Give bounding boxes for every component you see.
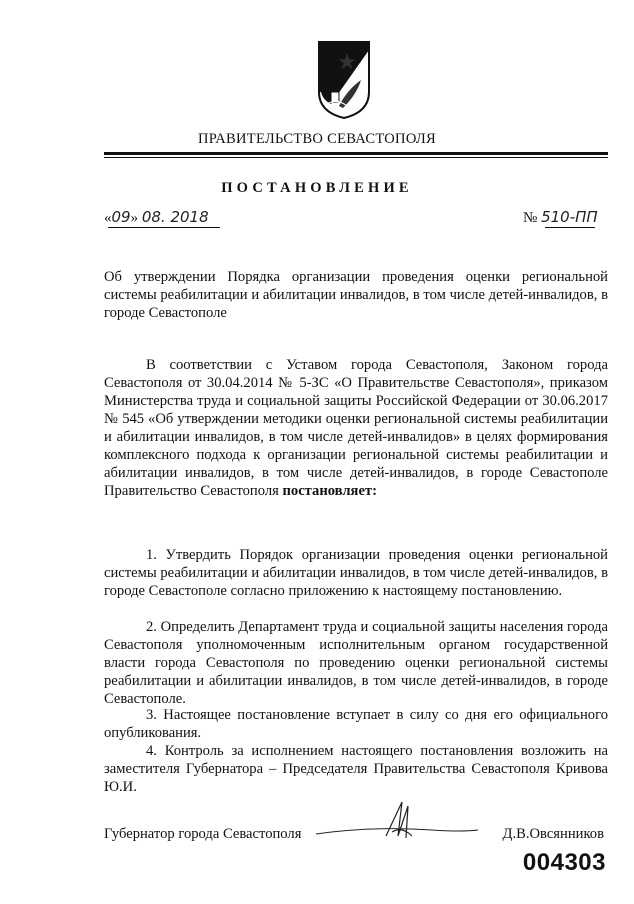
decree-item-2: 2. Определить Департамент труда и социальной защиты населения города Севастополя уполномоченным исполнительным органом государственной власти города Севастополя по проведению оценки региональной системы реабилитации и абилитации инвалидов, в том числе детей-инвалидов, в городе Севастополе. — [104, 619, 608, 707]
decree-subject: Об утверждении Порядка организации проведения оценки региональной системы реабилитации и абилитации инвалидов, в том числе детей-инвалидов, в городе Севастополе — [104, 269, 608, 321]
number-underline — [545, 227, 595, 228]
header-rule-thin — [104, 157, 608, 158]
number-sign: № — [523, 210, 538, 226]
date-month-year: 08. 2018 — [141, 208, 209, 226]
signatory-name: Д.В.Овсянников — [502, 826, 604, 842]
preamble-text: В соответствии с Уставом города Севастополя, Законом города Севастополя от 30.04.2014 № 5-ЗС «О Правительстве Севастополя», приказом Министерства труда и социальной защиты Российской Федерации от 30.06.2017 № 545 «Об утверждении методики оценки региональной системы реабилитации и абилитации инвалидов, в том числе детей-инвалидов» в целях формирования комплексного подхода к организации региональной системы реабилитации и абилитации инвалидов, в том числе детей-инвалидов, в городе Севастополе Правительство Севастополя — [104, 357, 608, 499]
header-rule-thick — [104, 152, 608, 155]
date-quote-close: » — [130, 210, 139, 226]
handwritten-signature — [312, 796, 482, 846]
decree-date — [104, 208, 209, 227]
decree-item-4: 4. Контроль за исполнением настоящего постановления возложить на заместителя Губернатора – Председателя Правительства Севастополя Кривова Ю.И. — [104, 743, 608, 795]
decree-preamble — [104, 356, 608, 500]
number-value: 510-ПП — [541, 208, 598, 226]
coat-of-arms-icon — [317, 40, 371, 120]
date-day: 09 — [111, 208, 131, 226]
preamble-decree-word: постановляет: — [282, 483, 377, 499]
decree-number — [523, 208, 598, 227]
decree-item-3: 3. Настоящее постановление вступает в силу со дня его официального опубликования. — [104, 707, 608, 741]
document-type-title: ПОСТАНОВЛЕНИЕ — [221, 180, 413, 196]
decree-item-1: 1. Утвердить Порядок организации проведения оценки региональной системы реабилитации и абилитации инвалидов, в том числе детей-инвалидов, в городе Севастополе согласно приложению к настоящему постановлению. — [104, 547, 608, 599]
date-underline — [108, 227, 220, 228]
government-name: ПРАВИТЕЛЬСТВО СЕВАСТОПОЛЯ — [198, 131, 436, 147]
date-quote-open: « — [104, 210, 112, 226]
serial-number: 004303 — [522, 849, 606, 876]
signatory-position: Губернатор города Севастополя — [104, 826, 302, 842]
